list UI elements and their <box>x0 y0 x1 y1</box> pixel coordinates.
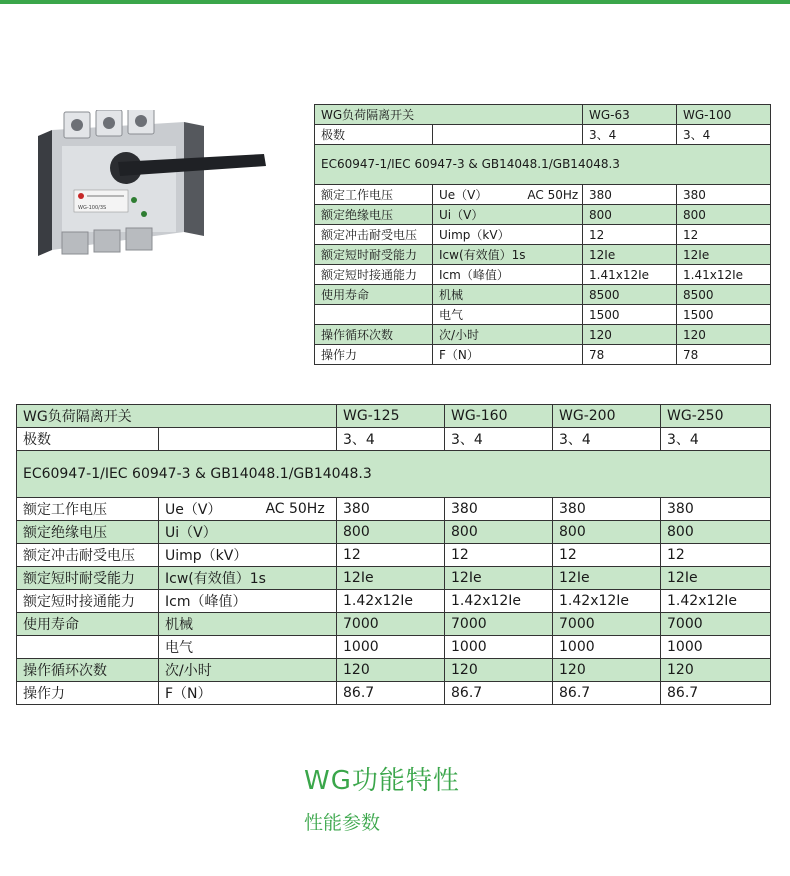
row-unit <box>433 285 583 305</box>
standards-row <box>17 451 771 498</box>
spec-table-large <box>16 404 771 705</box>
row-value: 380 <box>677 185 771 205</box>
row-label: 额定绝缘电压 <box>17 521 159 544</box>
row-unit <box>159 428 337 451</box>
row-value: 380 <box>445 498 553 521</box>
model-header: WG-125 <box>337 405 445 428</box>
row-unit-wrap <box>159 544 336 566</box>
row-value: 120 <box>661 659 771 682</box>
row-unit-wrap <box>433 245 582 264</box>
section-heading: WG功能特性 <box>304 766 460 796</box>
row-value: 86.7 <box>553 682 661 705</box>
row-value: 12 <box>677 225 771 245</box>
row-unit <box>433 345 583 365</box>
row-unit <box>433 185 583 205</box>
row-value: 1500 <box>583 305 677 325</box>
row-value: 12 <box>661 544 771 567</box>
table-row <box>17 590 771 613</box>
row-label: 使用寿命 <box>17 613 159 636</box>
row-label: 使用寿命 <box>315 285 433 305</box>
row-value: 380 <box>337 498 445 521</box>
row-label: 操作循环次数 <box>17 659 159 682</box>
row-label: 操作力 <box>17 682 159 705</box>
model-header: WG-100 <box>677 105 771 125</box>
row-unit-wrap <box>433 265 582 284</box>
row-value: 1.42x12Ie <box>553 590 661 613</box>
row-value: 1.42x12Ie <box>661 590 771 613</box>
row-unit-wrap <box>159 613 336 635</box>
row-value: 3、4 <box>445 428 553 451</box>
row-value: 12Ie <box>553 567 661 590</box>
table-row <box>315 345 771 365</box>
row-value: 1.41x12Ie <box>583 265 677 285</box>
row-unit-text: Ue（V） <box>165 502 222 518</box>
table-row <box>315 245 771 265</box>
row-value: 800 <box>583 205 677 225</box>
row-unit-text: Ui（V） <box>439 208 484 222</box>
row-unit-text: Icm（峰值） <box>439 268 509 282</box>
row-label <box>17 636 159 659</box>
table-row <box>315 205 771 225</box>
row-unit <box>159 613 337 636</box>
row-value: 3、4 <box>337 428 445 451</box>
row-unit <box>433 205 583 225</box>
row-value: 120 <box>553 659 661 682</box>
row-unit <box>433 305 583 325</box>
row-unit-wrap <box>159 428 336 450</box>
row-label: 额定冲击耐受电压 <box>17 544 159 567</box>
row-value: 800 <box>445 521 553 544</box>
table-row <box>315 125 771 145</box>
row-value: 8500 <box>583 285 677 305</box>
table-title: WG负荷隔离开关 <box>315 105 583 125</box>
row-unit <box>159 567 337 590</box>
table-header-row <box>315 105 771 125</box>
row-unit <box>433 125 583 145</box>
table-row <box>315 185 771 205</box>
row-value: 12Ie <box>445 567 553 590</box>
row-unit-wrap <box>159 567 336 589</box>
top-accent-line <box>0 0 790 4</box>
row-condition: AC 50Hz <box>265 501 325 517</box>
row-unit-text: Uimp（kV） <box>439 228 510 242</box>
row-label: 额定工作电压 <box>315 185 433 205</box>
table-row <box>17 613 771 636</box>
row-label <box>315 305 433 325</box>
standards-row <box>315 145 771 185</box>
table-row <box>315 225 771 245</box>
row-value: 3、4 <box>661 428 771 451</box>
row-unit-text: 次/小时 <box>165 663 212 679</box>
row-label: 操作循环次数 <box>315 325 433 345</box>
row-label: 额定工作电压 <box>17 498 159 521</box>
row-value: 380 <box>661 498 771 521</box>
row-value: 120 <box>445 659 553 682</box>
row-unit-text: F（N） <box>165 686 212 702</box>
row-unit-text: 机械 <box>439 288 464 302</box>
row-value: 120 <box>337 659 445 682</box>
row-value: 1.42x12Ie <box>445 590 553 613</box>
table-row <box>17 636 771 659</box>
row-value: 12 <box>583 225 677 245</box>
row-unit <box>159 521 337 544</box>
row-value: 1.41x12Ie <box>677 265 771 285</box>
row-unit-text: Ui（V） <box>165 525 217 541</box>
row-unit-wrap <box>433 285 582 304</box>
model-header: WG-160 <box>445 405 553 428</box>
table-row <box>17 659 771 682</box>
row-value: 120 <box>583 325 677 345</box>
table-row <box>17 544 771 567</box>
standards-text: EC60947-1/IEC 60947-3 & GB14048.1/GB14048.3 <box>17 451 771 498</box>
row-value: 800 <box>553 521 661 544</box>
model-header: WG-250 <box>661 405 771 428</box>
row-value: 12Ie <box>661 567 771 590</box>
row-unit-wrap <box>159 659 336 681</box>
row-value: 86.7 <box>445 682 553 705</box>
row-unit-wrap <box>433 125 582 144</box>
row-unit <box>433 245 583 265</box>
row-unit <box>159 590 337 613</box>
row-unit-wrap <box>433 205 582 224</box>
table-row <box>17 567 771 590</box>
table-row <box>17 498 771 521</box>
row-unit-text: 电气 <box>165 640 193 656</box>
row-unit-text: Icw(有效值）1s <box>165 571 266 587</box>
row-unit <box>433 225 583 245</box>
row-unit-wrap <box>433 325 582 344</box>
model-header: WG-200 <box>553 405 661 428</box>
model-header: WG-63 <box>583 105 677 125</box>
row-value: 3、4 <box>553 428 661 451</box>
row-condition: AC 50Hz <box>527 187 579 202</box>
row-value: 1500 <box>677 305 771 325</box>
row-unit <box>159 682 337 705</box>
row-value: 1.42x12Ie <box>337 590 445 613</box>
row-value: 7000 <box>445 613 553 636</box>
row-unit-wrap <box>159 521 336 543</box>
row-unit-wrap <box>159 590 336 612</box>
row-value: 7000 <box>661 613 771 636</box>
row-label: 额定短时耐受能力 <box>315 245 433 265</box>
row-value: 1000 <box>337 636 445 659</box>
row-unit-wrap <box>159 498 336 520</box>
row-label: 额定短时耐受能力 <box>17 567 159 590</box>
row-unit <box>159 659 337 682</box>
row-label: 额定冲击耐受电压 <box>315 225 433 245</box>
row-unit <box>433 265 583 285</box>
row-value: 1000 <box>445 636 553 659</box>
table-row <box>315 305 771 325</box>
row-value: 12Ie <box>337 567 445 590</box>
row-value: 7000 <box>337 613 445 636</box>
row-value: 78 <box>583 345 677 365</box>
product-image <box>34 110 270 262</box>
row-unit-text: Uimp（kV） <box>165 548 248 564</box>
row-value: 380 <box>583 185 677 205</box>
row-unit <box>159 498 337 521</box>
table-row <box>315 285 771 305</box>
row-unit-text: Icw(有效值）1s <box>439 248 526 262</box>
table-row <box>17 521 771 544</box>
row-unit <box>159 636 337 659</box>
row-value: 1000 <box>553 636 661 659</box>
row-label: 额定短时接通能力 <box>17 590 159 613</box>
row-unit-text: 次/小时 <box>439 328 480 342</box>
row-value: 120 <box>677 325 771 345</box>
row-unit-wrap <box>433 185 582 204</box>
row-value: 800 <box>677 205 771 225</box>
row-value: 86.7 <box>661 682 771 705</box>
row-value: 1000 <box>661 636 771 659</box>
row-value: 86.7 <box>337 682 445 705</box>
row-value: 800 <box>337 521 445 544</box>
spec-table-small <box>314 104 771 365</box>
row-value: 7000 <box>553 613 661 636</box>
row-value: 3、4 <box>583 125 677 145</box>
row-label: 极数 <box>315 125 433 145</box>
table-row <box>17 428 771 451</box>
row-unit-text: Ue（V） <box>439 188 488 202</box>
row-value: 800 <box>661 521 771 544</box>
row-value: 12Ie <box>677 245 771 265</box>
row-unit <box>159 544 337 567</box>
standards-text: EC60947-1/IEC 60947-3 & GB14048.1/GB14048.3 <box>315 145 771 185</box>
row-unit-wrap <box>159 636 336 658</box>
row-label: 额定绝缘电压 <box>315 205 433 225</box>
row-unit-wrap <box>433 345 582 364</box>
row-unit <box>433 325 583 345</box>
row-value: 380 <box>553 498 661 521</box>
row-unit-text: F（N） <box>439 348 479 362</box>
row-label: 额定短时接通能力 <box>315 265 433 285</box>
row-label: 极数 <box>17 428 159 451</box>
row-value: 12 <box>337 544 445 567</box>
row-unit-wrap <box>433 225 582 244</box>
table-header-row <box>17 405 771 428</box>
section-subheading: 性能参数 <box>304 812 381 834</box>
row-value: 78 <box>677 345 771 365</box>
row-unit-wrap <box>433 305 582 324</box>
row-value: 12 <box>553 544 661 567</box>
table-row <box>17 682 771 705</box>
row-label: 操作力 <box>315 345 433 365</box>
row-value: 12Ie <box>583 245 677 265</box>
table-title: WG负荷隔离开关 <box>17 405 337 428</box>
table-row <box>315 265 771 285</box>
row-value: 12 <box>445 544 553 567</box>
table-row <box>315 325 771 345</box>
row-unit-text: 电气 <box>439 308 464 322</box>
row-unit-text: 机械 <box>165 617 193 633</box>
product-label-text: WG-100/3S <box>78 205 107 211</box>
row-unit-text: Icm（峰值） <box>165 594 247 610</box>
row-value: 8500 <box>677 285 771 305</box>
row-unit-wrap <box>159 682 336 704</box>
row-value: 3、4 <box>677 125 771 145</box>
